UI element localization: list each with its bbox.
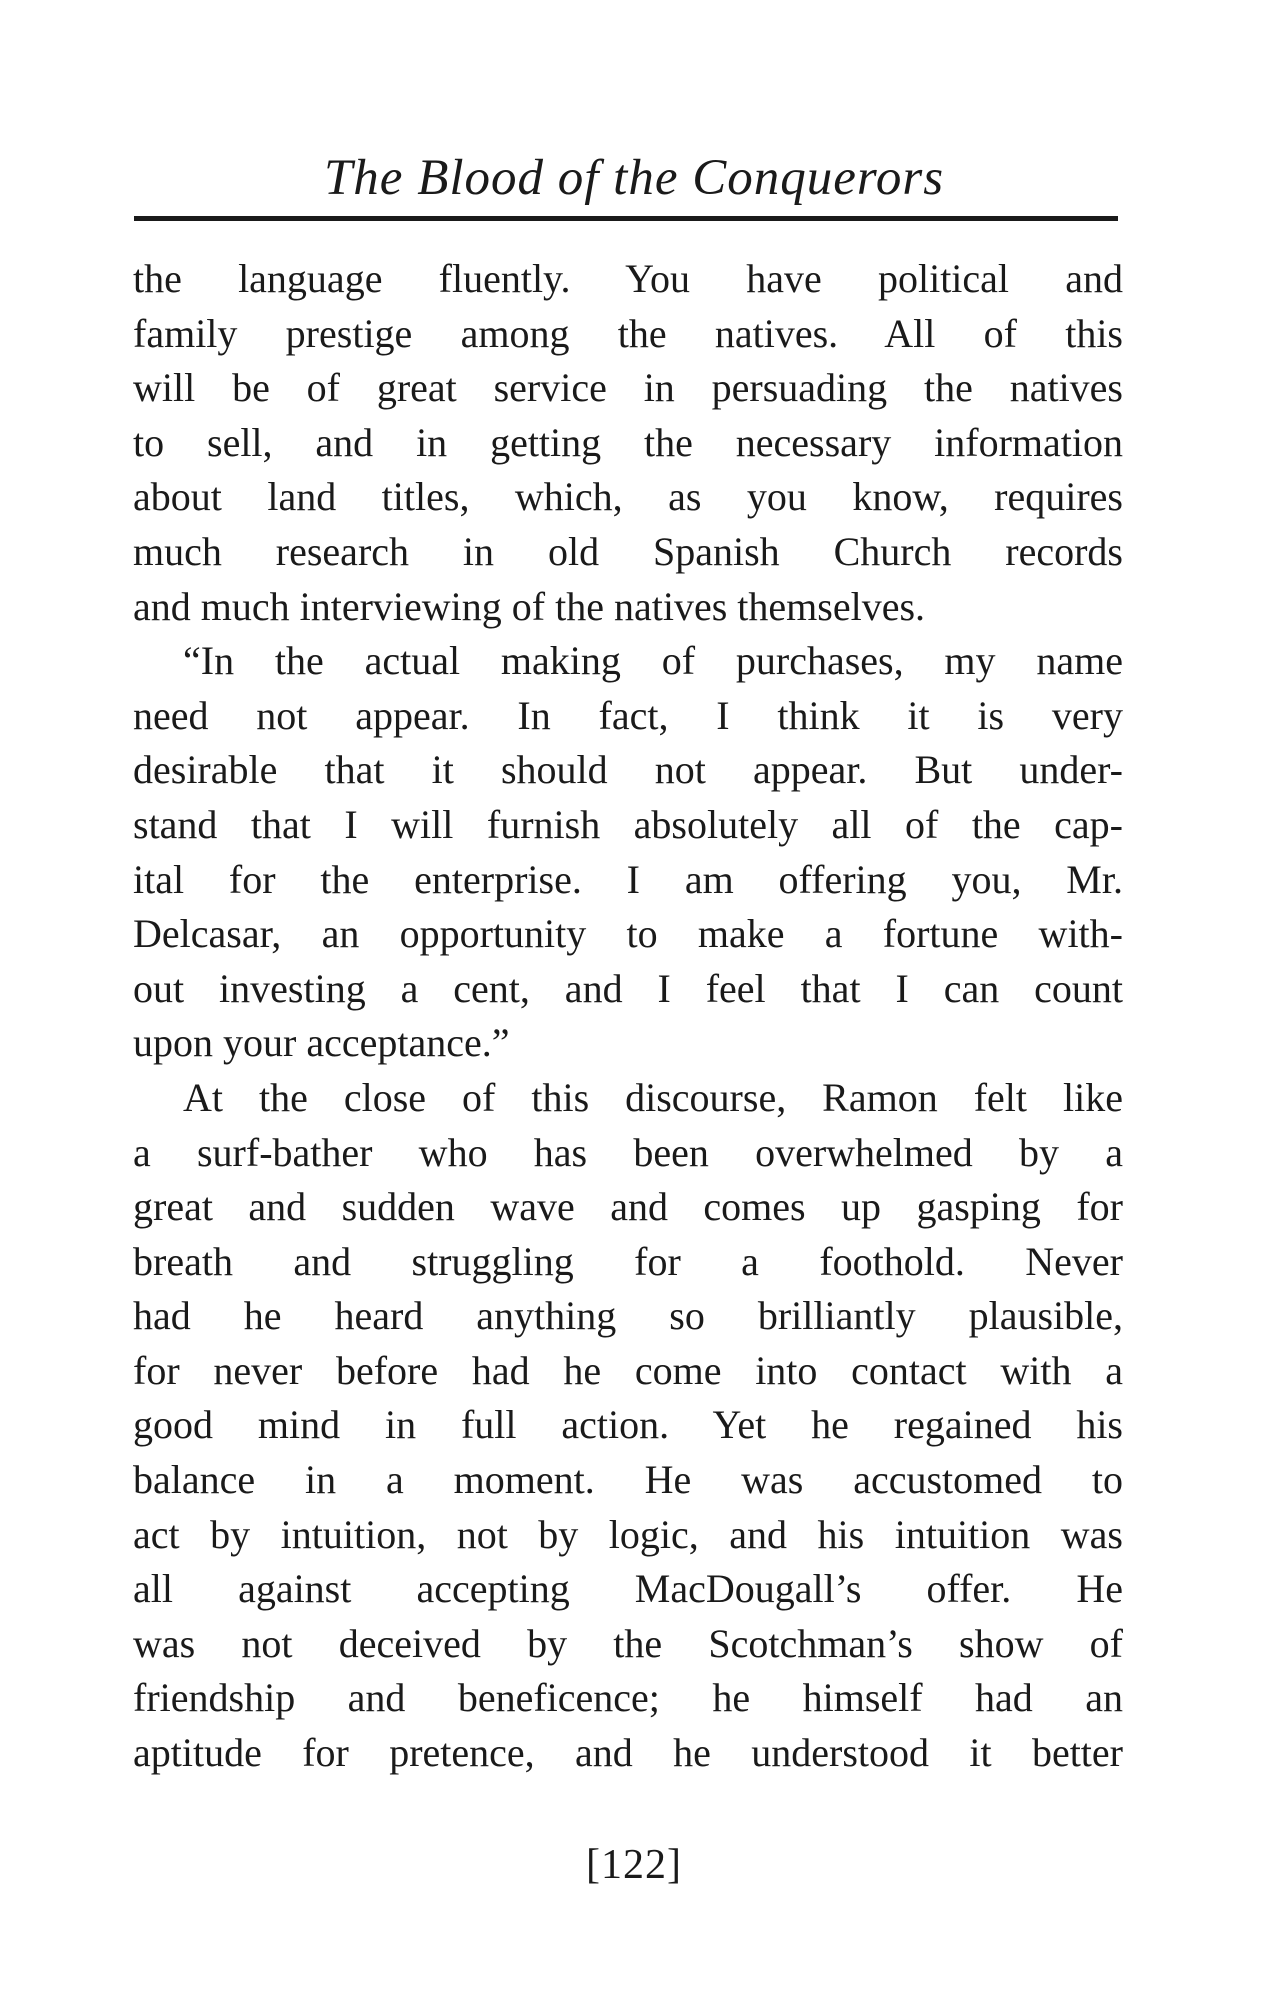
text-line: At the close of this discourse, Ramon felt like [183,1074,1123,1120]
text-line: friendship and beneficence; he himself had an [133,1675,1123,1721]
text-line: “In the actual making of purchases, my name [183,638,1123,684]
body-text [133,252,1123,1781]
text-line: to sell, and in getting the necessary information [133,419,1123,465]
text-line: balance in a moment. He was accustomed to [133,1457,1123,1503]
text-line: a surf-bather who has been overwhelmed by a [133,1129,1123,1175]
text-line: upon your acceptance.” [133,1020,510,1066]
text-line: was not deceived by the Scotchman’s show of [133,1620,1123,1666]
text-line: aptitude for pretence, and he understood it better [133,1730,1123,1776]
text-line: much research in old Spanish Church records [133,528,1123,574]
text-line: the language fluently. You have political and [133,256,1123,301]
text-line: had he heard anything so brilliantly plausible, [133,1293,1123,1339]
text-line: out investing a cent, and I feel that I can count [133,965,1123,1011]
header-rule [134,216,1118,221]
text-line: for never before had he come into contact with a [133,1347,1123,1393]
text-line: breath and struggling for a foothold. Never [133,1238,1123,1284]
running-head-title: The Blood of the Conquerors [323,150,945,206]
text-line: about land titles, which, as you know, requires [133,474,1123,520]
text-line: family prestige among the natives. All of this [133,310,1123,356]
text-line: need not appear. In fact, I think it is very [133,692,1123,738]
text-line: all against accepting MacDougall’s offer. He [133,1566,1123,1612]
text-line: stand that I will furnish absolutely all of the cap- [133,801,1123,847]
text-line: desirable that it should not appear. But under- [133,747,1123,793]
text-line: great and sudden wave and comes up gasping for [133,1184,1123,1230]
text-line: Delcasar, an opportunity to make a fortune with- [133,911,1123,957]
text-line: good mind in full action. Yet he regained his [133,1402,1123,1448]
text-line: ital for the enterprise. I am offering you, Mr. [133,856,1123,902]
page-number: [122] [586,1842,682,1888]
text-line: act by intuition, not by logic, and his intuition was [133,1511,1123,1557]
text-line: will be of great service in persuading the natives [133,365,1123,411]
text-line: and much interviewing of the natives themselves. [133,583,926,629]
